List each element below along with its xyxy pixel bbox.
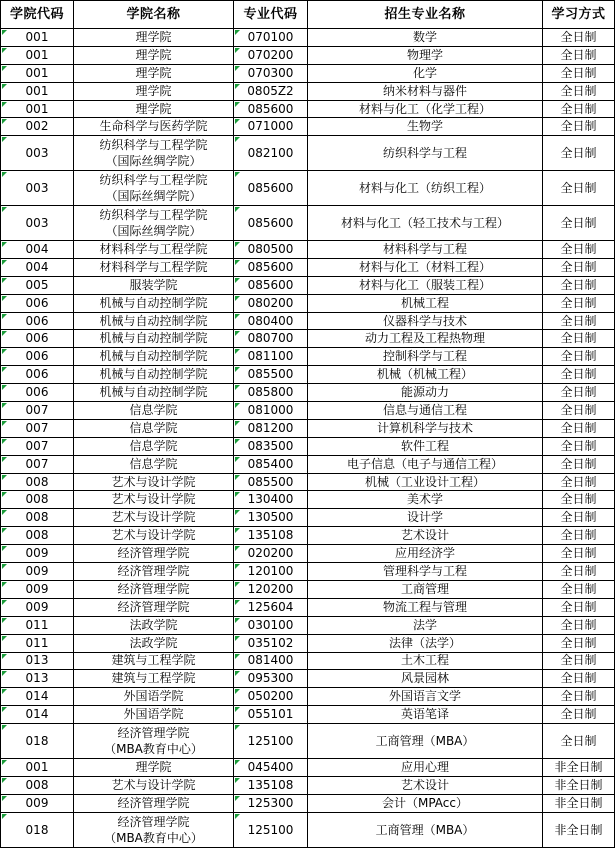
cell-college-code[interactable]: 003 bbox=[1, 136, 74, 171]
cell-major-name[interactable]: 材料与化工（化学工程） bbox=[308, 100, 543, 118]
cell-college-name[interactable]: 机械与自动控制学院 bbox=[74, 312, 234, 330]
cell-college-name[interactable]: 艺术与设计学院 bbox=[74, 776, 234, 794]
cell-college-name[interactable]: 纺织科学与工程学院 （国际丝绸学院） bbox=[74, 136, 234, 171]
cell-major-name[interactable]: 计算机科学与技术 bbox=[308, 419, 543, 437]
cell-study-mode[interactable]: 全日制 bbox=[543, 276, 615, 294]
cell-college-code[interactable]: 001 bbox=[1, 64, 74, 82]
table-row bbox=[1, 491, 615, 509]
cell-college-code[interactable]: 008 bbox=[1, 776, 74, 794]
cell-study-mode[interactable]: 全日制 bbox=[543, 598, 615, 616]
cell-major-name[interactable]: 艺术设计 bbox=[308, 527, 543, 545]
cell-college-code[interactable]: 006 bbox=[1, 384, 74, 402]
table-row bbox=[1, 776, 615, 794]
table-row bbox=[1, 724, 615, 759]
cell-study-mode[interactable]: 非全日制 bbox=[543, 812, 615, 847]
table-row bbox=[1, 171, 615, 206]
cell-major-code[interactable]: 035102 bbox=[234, 634, 308, 652]
cell-college-name[interactable]: 经济管理学院 bbox=[74, 545, 234, 563]
table-row bbox=[1, 118, 615, 136]
cell-major-code[interactable]: 125300 bbox=[234, 794, 308, 812]
cell-college-name[interactable]: 理学院 bbox=[74, 29, 234, 47]
cell-major-name[interactable]: 外国语言文学 bbox=[308, 688, 543, 706]
table-row bbox=[1, 29, 615, 47]
cell-major-code[interactable]: 125100 bbox=[234, 724, 308, 759]
table-row bbox=[1, 206, 615, 241]
cell-college-name[interactable]: 信息学院 bbox=[74, 437, 234, 455]
cell-major-name[interactable]: 设计学 bbox=[308, 509, 543, 527]
cell-college-name[interactable]: 材料科学与工程学院 bbox=[74, 258, 234, 276]
table-header bbox=[1, 1, 615, 29]
table-row bbox=[1, 366, 615, 384]
cell-major-name[interactable]: 法学 bbox=[308, 616, 543, 634]
cell-college-code[interactable]: 014 bbox=[1, 688, 74, 706]
cell-college-name[interactable]: 理学院 bbox=[74, 46, 234, 64]
cell-study-mode[interactable]: 全日制 bbox=[543, 366, 615, 384]
cell-major-name[interactable]: 机械（机械工程） bbox=[308, 366, 543, 384]
cell-major-code[interactable]: 081200 bbox=[234, 419, 308, 437]
cell-college-code[interactable]: 003 bbox=[1, 206, 74, 241]
cell-study-mode[interactable]: 全日制 bbox=[543, 634, 615, 652]
cell-study-mode[interactable]: 全日制 bbox=[543, 616, 615, 634]
cell-major-code[interactable]: 085400 bbox=[234, 455, 308, 473]
cell-college-code[interactable]: 008 bbox=[1, 527, 74, 545]
cell-college-name[interactable]: 服装学院 bbox=[74, 276, 234, 294]
cell-study-mode[interactable]: 全日制 bbox=[543, 46, 615, 64]
cell-study-mode[interactable]: 全日制 bbox=[543, 29, 615, 47]
cell-study-mode[interactable]: 全日制 bbox=[543, 384, 615, 402]
table-row bbox=[1, 46, 615, 64]
cell-major-name[interactable]: 仪器科学与技术 bbox=[308, 312, 543, 330]
cell-college-name[interactable]: 纺织科学与工程学院 （国际丝绸学院） bbox=[74, 171, 234, 206]
cell-college-code[interactable]: 006 bbox=[1, 366, 74, 384]
cell-study-mode[interactable]: 全日制 bbox=[543, 206, 615, 241]
cell-major-name[interactable]: 控制科学与工程 bbox=[308, 348, 543, 366]
cell-major-code[interactable]: 080500 bbox=[234, 241, 308, 259]
table-row bbox=[1, 794, 615, 812]
header-major-name[interactable]: 招生专业名称 bbox=[308, 1, 543, 29]
cell-major-code[interactable]: 055101 bbox=[234, 706, 308, 724]
table-row bbox=[1, 241, 615, 259]
cell-college-code[interactable]: 007 bbox=[1, 402, 74, 420]
cell-major-code[interactable]: 080700 bbox=[234, 330, 308, 348]
cell-major-name[interactable]: 数学 bbox=[308, 29, 543, 47]
table-row bbox=[1, 455, 615, 473]
cell-major-name[interactable]: 工商管理 bbox=[308, 580, 543, 598]
header-study-mode[interactable]: 学习方式 bbox=[543, 1, 615, 29]
cell-college-name[interactable]: 法政学院 bbox=[74, 616, 234, 634]
cell-college-name[interactable]: 艺术与设计学院 bbox=[74, 473, 234, 491]
cell-college-name[interactable]: 机械与自动控制学院 bbox=[74, 348, 234, 366]
cell-college-code[interactable]: 018 bbox=[1, 724, 74, 759]
table-row bbox=[1, 258, 615, 276]
cell-major-name[interactable]: 材料科学与工程 bbox=[308, 241, 543, 259]
table-row bbox=[1, 64, 615, 82]
table-row bbox=[1, 545, 615, 563]
cell-study-mode[interactable]: 全日制 bbox=[543, 294, 615, 312]
table-row bbox=[1, 384, 615, 402]
table-row bbox=[1, 276, 615, 294]
cell-major-code[interactable]: 0805Z2 bbox=[234, 82, 308, 100]
cell-major-code[interactable]: 085600 bbox=[234, 276, 308, 294]
cell-college-code[interactable]: 011 bbox=[1, 634, 74, 652]
cell-major-name[interactable]: 物理学 bbox=[308, 46, 543, 64]
table-row bbox=[1, 527, 615, 545]
cell-college-name[interactable]: 法政学院 bbox=[74, 634, 234, 652]
cell-study-mode[interactable]: 全日制 bbox=[543, 580, 615, 598]
cell-college-name[interactable]: 机械与自动控制学院 bbox=[74, 294, 234, 312]
cell-major-code[interactable]: 082100 bbox=[234, 136, 308, 171]
header-major-code[interactable]: 专业代码 bbox=[234, 1, 308, 29]
cell-major-code[interactable]: 085600 bbox=[234, 258, 308, 276]
cell-major-code[interactable]: 081100 bbox=[234, 348, 308, 366]
cell-major-code[interactable]: 130400 bbox=[234, 491, 308, 509]
cell-major-name[interactable]: 艺术设计 bbox=[308, 776, 543, 794]
cell-major-code[interactable]: 120200 bbox=[234, 580, 308, 598]
cell-major-name[interactable]: 机械工程 bbox=[308, 294, 543, 312]
cell-college-code[interactable]: 008 bbox=[1, 473, 74, 491]
cell-study-mode[interactable]: 全日制 bbox=[543, 64, 615, 82]
cell-college-code[interactable]: 001 bbox=[1, 29, 74, 47]
cell-major-name[interactable]: 化学 bbox=[308, 64, 543, 82]
cell-college-code[interactable]: 003 bbox=[1, 171, 74, 206]
table-row bbox=[1, 82, 615, 100]
cell-major-code[interactable]: 081000 bbox=[234, 402, 308, 420]
cell-study-mode[interactable]: 全日制 bbox=[543, 100, 615, 118]
cell-major-name[interactable]: 动力工程及工程热物理 bbox=[308, 330, 543, 348]
header-college-name[interactable]: 学院名称 bbox=[74, 1, 234, 29]
table-row bbox=[1, 348, 615, 366]
table-row bbox=[1, 688, 615, 706]
cell-college-code[interactable]: 009 bbox=[1, 580, 74, 598]
cell-major-name[interactable]: 材料与化工（纺织工程） bbox=[308, 171, 543, 206]
table-row bbox=[1, 402, 615, 420]
cell-college-name[interactable]: 理学院 bbox=[74, 82, 234, 100]
cell-college-name[interactable]: 机械与自动控制学院 bbox=[74, 366, 234, 384]
cell-study-mode[interactable]: 全日制 bbox=[543, 455, 615, 473]
cell-college-name[interactable]: 机械与自动控制学院 bbox=[74, 384, 234, 402]
cell-college-name[interactable]: 经济管理学院 bbox=[74, 598, 234, 616]
cell-college-code[interactable]: 005 bbox=[1, 276, 74, 294]
cell-study-mode[interactable]: 全日制 bbox=[543, 437, 615, 455]
cell-college-name[interactable]: 经济管理学院 bbox=[74, 563, 234, 581]
cell-major-name[interactable]: 电子信息（电子与通信工程） bbox=[308, 455, 543, 473]
cell-major-code[interactable]: 085500 bbox=[234, 366, 308, 384]
cell-study-mode[interactable]: 全日制 bbox=[543, 171, 615, 206]
cell-college-code[interactable]: 001 bbox=[1, 82, 74, 100]
table-row bbox=[1, 100, 615, 118]
cell-major-code[interactable]: 085600 bbox=[234, 100, 308, 118]
cell-major-code[interactable]: 085600 bbox=[234, 171, 308, 206]
cell-study-mode[interactable]: 全日制 bbox=[543, 82, 615, 100]
cell-college-name[interactable]: 信息学院 bbox=[74, 419, 234, 437]
table-row bbox=[1, 758, 615, 776]
cell-college-name[interactable]: 外国语学院 bbox=[74, 688, 234, 706]
cell-major-code[interactable]: 030100 bbox=[234, 616, 308, 634]
cell-study-mode[interactable]: 全日制 bbox=[543, 473, 615, 491]
table-row bbox=[1, 616, 615, 634]
cell-study-mode[interactable]: 全日制 bbox=[543, 724, 615, 759]
cell-college-name[interactable]: 理学院 bbox=[74, 758, 234, 776]
cell-major-name[interactable]: 能源动力 bbox=[308, 384, 543, 402]
cell-study-mode[interactable]: 全日制 bbox=[543, 670, 615, 688]
cell-major-code[interactable]: 120100 bbox=[234, 563, 308, 581]
cell-major-name[interactable]: 美术学 bbox=[308, 491, 543, 509]
cell-major-name[interactable]: 材料与化工（材料工程） bbox=[308, 258, 543, 276]
cell-college-code[interactable]: 006 bbox=[1, 294, 74, 312]
cell-study-mode[interactable]: 全日制 bbox=[543, 652, 615, 670]
table-row bbox=[1, 437, 615, 455]
cell-major-name[interactable]: 材料与化工（服装工程） bbox=[308, 276, 543, 294]
cell-college-name[interactable]: 经济管理学院 bbox=[74, 794, 234, 812]
cell-major-code[interactable]: 070200 bbox=[234, 46, 308, 64]
cell-college-name[interactable]: 材料科学与工程学院 bbox=[74, 241, 234, 259]
table-row bbox=[1, 670, 615, 688]
cell-major-code[interactable]: 083500 bbox=[234, 437, 308, 455]
cell-college-code[interactable]: 009 bbox=[1, 598, 74, 616]
cell-major-name[interactable]: 土木工程 bbox=[308, 652, 543, 670]
cell-major-code[interactable]: 050200 bbox=[234, 688, 308, 706]
header-row bbox=[1, 1, 615, 29]
header-college-code[interactable]: 学院代码 bbox=[1, 1, 74, 29]
cell-study-mode[interactable]: 全日制 bbox=[543, 258, 615, 276]
cell-major-name[interactable]: 管理科学与工程 bbox=[308, 563, 543, 581]
cell-college-code[interactable]: 009 bbox=[1, 563, 74, 581]
cell-college-code[interactable]: 013 bbox=[1, 670, 74, 688]
cell-college-name[interactable]: 经济管理学院 bbox=[74, 580, 234, 598]
cell-college-code[interactable]: 008 bbox=[1, 491, 74, 509]
cell-study-mode[interactable]: 全日制 bbox=[543, 419, 615, 437]
cell-major-name[interactable]: 英语笔译 bbox=[308, 706, 543, 724]
cell-major-code[interactable]: 081400 bbox=[234, 652, 308, 670]
cell-major-name[interactable]: 风景园林 bbox=[308, 670, 543, 688]
table-row bbox=[1, 580, 615, 598]
cell-college-code[interactable]: 001 bbox=[1, 758, 74, 776]
cell-study-mode[interactable]: 全日制 bbox=[543, 330, 615, 348]
cell-major-name[interactable]: 纳米材料与器件 bbox=[308, 82, 543, 100]
cell-college-code[interactable]: 009 bbox=[1, 794, 74, 812]
cell-major-name[interactable]: 纺织科学与工程 bbox=[308, 136, 543, 171]
cell-major-name[interactable]: 应用经济学 bbox=[308, 545, 543, 563]
cell-study-mode[interactable]: 全日制 bbox=[543, 241, 615, 259]
cell-college-code[interactable]: 004 bbox=[1, 258, 74, 276]
table-body bbox=[1, 29, 615, 848]
cell-major-code[interactable]: 095300 bbox=[234, 670, 308, 688]
cell-college-name[interactable]: 艺术与设计学院 bbox=[74, 491, 234, 509]
cell-major-name[interactable]: 机械（工业设计工程） bbox=[308, 473, 543, 491]
cell-study-mode[interactable]: 全日制 bbox=[543, 348, 615, 366]
cell-college-code[interactable]: 007 bbox=[1, 437, 74, 455]
cell-major-code[interactable]: 080200 bbox=[234, 294, 308, 312]
cell-major-name[interactable]: 工商管理（MBA） bbox=[308, 812, 543, 847]
cell-college-code[interactable]: 006 bbox=[1, 312, 74, 330]
cell-college-code[interactable]: 001 bbox=[1, 46, 74, 64]
cell-major-code[interactable]: 045400 bbox=[234, 758, 308, 776]
cell-college-code[interactable]: 008 bbox=[1, 509, 74, 527]
cell-study-mode[interactable]: 全日制 bbox=[543, 545, 615, 563]
table-row bbox=[1, 706, 615, 724]
cell-college-code[interactable]: 002 bbox=[1, 118, 74, 136]
cell-major-code[interactable]: 071000 bbox=[234, 118, 308, 136]
cell-college-name[interactable]: 纺织科学与工程学院 （国际丝绸学院） bbox=[74, 206, 234, 241]
cell-study-mode[interactable]: 全日制 bbox=[543, 688, 615, 706]
cell-major-code[interactable]: 020200 bbox=[234, 545, 308, 563]
cell-major-code[interactable]: 080400 bbox=[234, 312, 308, 330]
table-row bbox=[1, 419, 615, 437]
cell-major-code[interactable]: 125604 bbox=[234, 598, 308, 616]
table-row bbox=[1, 136, 615, 171]
cell-study-mode[interactable]: 全日制 bbox=[543, 136, 615, 171]
cell-college-code[interactable]: 007 bbox=[1, 455, 74, 473]
cell-major-name[interactable]: 生物学 bbox=[308, 118, 543, 136]
table-row bbox=[1, 652, 615, 670]
table-row bbox=[1, 330, 615, 348]
table-row bbox=[1, 598, 615, 616]
cell-college-name[interactable]: 经济管理学院 （MBA教育中心） bbox=[74, 812, 234, 847]
cell-major-code[interactable]: 085800 bbox=[234, 384, 308, 402]
cell-study-mode[interactable]: 全日制 bbox=[543, 509, 615, 527]
cell-college-name[interactable]: 艺术与设计学院 bbox=[74, 509, 234, 527]
cell-college-name[interactable]: 理学院 bbox=[74, 64, 234, 82]
cell-college-name[interactable]: 艺术与设计学院 bbox=[74, 527, 234, 545]
cell-college-name[interactable]: 生命科学与医药学院 bbox=[74, 118, 234, 136]
cell-college-code[interactable]: 014 bbox=[1, 706, 74, 724]
cell-college-name[interactable]: 理学院 bbox=[74, 100, 234, 118]
table-row bbox=[1, 812, 615, 847]
cell-study-mode[interactable]: 非全日制 bbox=[543, 776, 615, 794]
cell-college-name[interactable]: 建筑与工程学院 bbox=[74, 652, 234, 670]
cell-study-mode[interactable]: 全日制 bbox=[543, 402, 615, 420]
cell-study-mode[interactable]: 全日制 bbox=[543, 312, 615, 330]
cell-study-mode[interactable]: 全日制 bbox=[543, 706, 615, 724]
cell-study-mode[interactable]: 全日制 bbox=[543, 118, 615, 136]
cell-college-code[interactable]: 018 bbox=[1, 812, 74, 847]
table-row bbox=[1, 312, 615, 330]
cell-major-code[interactable]: 070100 bbox=[234, 29, 308, 47]
cell-major-code[interactable]: 135108 bbox=[234, 776, 308, 794]
cell-major-name[interactable]: 会计（MPAcc） bbox=[308, 794, 543, 812]
cell-major-name[interactable]: 软件工程 bbox=[308, 437, 543, 455]
cell-major-code[interactable]: 135108 bbox=[234, 527, 308, 545]
table-row bbox=[1, 473, 615, 491]
table-row bbox=[1, 634, 615, 652]
cell-college-code[interactable]: 001 bbox=[1, 100, 74, 118]
table-row bbox=[1, 509, 615, 527]
cell-major-name[interactable]: 法律（法学） bbox=[308, 634, 543, 652]
cell-college-name[interactable]: 机械与自动控制学院 bbox=[74, 330, 234, 348]
cell-study-mode[interactable]: 非全日制 bbox=[543, 794, 615, 812]
cell-college-code[interactable]: 013 bbox=[1, 652, 74, 670]
cell-major-name[interactable]: 工商管理（MBA） bbox=[308, 724, 543, 759]
table-row bbox=[1, 563, 615, 581]
cell-major-name[interactable]: 应用心理 bbox=[308, 758, 543, 776]
cell-major-name[interactable]: 物流工程与管理 bbox=[308, 598, 543, 616]
cell-major-code[interactable]: 130500 bbox=[234, 509, 308, 527]
cell-college-code[interactable]: 006 bbox=[1, 348, 74, 366]
cell-study-mode[interactable]: 非全日制 bbox=[543, 758, 615, 776]
cell-major-code[interactable]: 085500 bbox=[234, 473, 308, 491]
cell-major-name[interactable]: 材料与化工（轻工技术与工程） bbox=[308, 206, 543, 241]
table-row bbox=[1, 294, 615, 312]
cell-study-mode[interactable]: 全日制 bbox=[543, 491, 615, 509]
cell-major-name[interactable]: 信息与通信工程 bbox=[308, 402, 543, 420]
cell-college-name[interactable]: 经济管理学院 （MBA教育中心） bbox=[74, 724, 234, 759]
cell-college-name[interactable]: 信息学院 bbox=[74, 455, 234, 473]
cell-college-code[interactable]: 007 bbox=[1, 419, 74, 437]
cell-college-name[interactable]: 信息学院 bbox=[74, 402, 234, 420]
cell-major-code[interactable]: 070300 bbox=[234, 64, 308, 82]
cell-college-code[interactable]: 011 bbox=[1, 616, 74, 634]
cell-college-code[interactable]: 009 bbox=[1, 545, 74, 563]
cell-study-mode[interactable]: 全日制 bbox=[543, 563, 615, 581]
cell-major-code[interactable]: 125100 bbox=[234, 812, 308, 847]
cell-college-code[interactable]: 004 bbox=[1, 241, 74, 259]
cell-college-name[interactable]: 建筑与工程学院 bbox=[74, 670, 234, 688]
cell-major-code[interactable]: 085600 bbox=[234, 206, 308, 241]
cell-study-mode[interactable]: 全日制 bbox=[543, 527, 615, 545]
cell-college-code[interactable]: 006 bbox=[1, 330, 74, 348]
cell-college-name[interactable]: 外国语学院 bbox=[74, 706, 234, 724]
